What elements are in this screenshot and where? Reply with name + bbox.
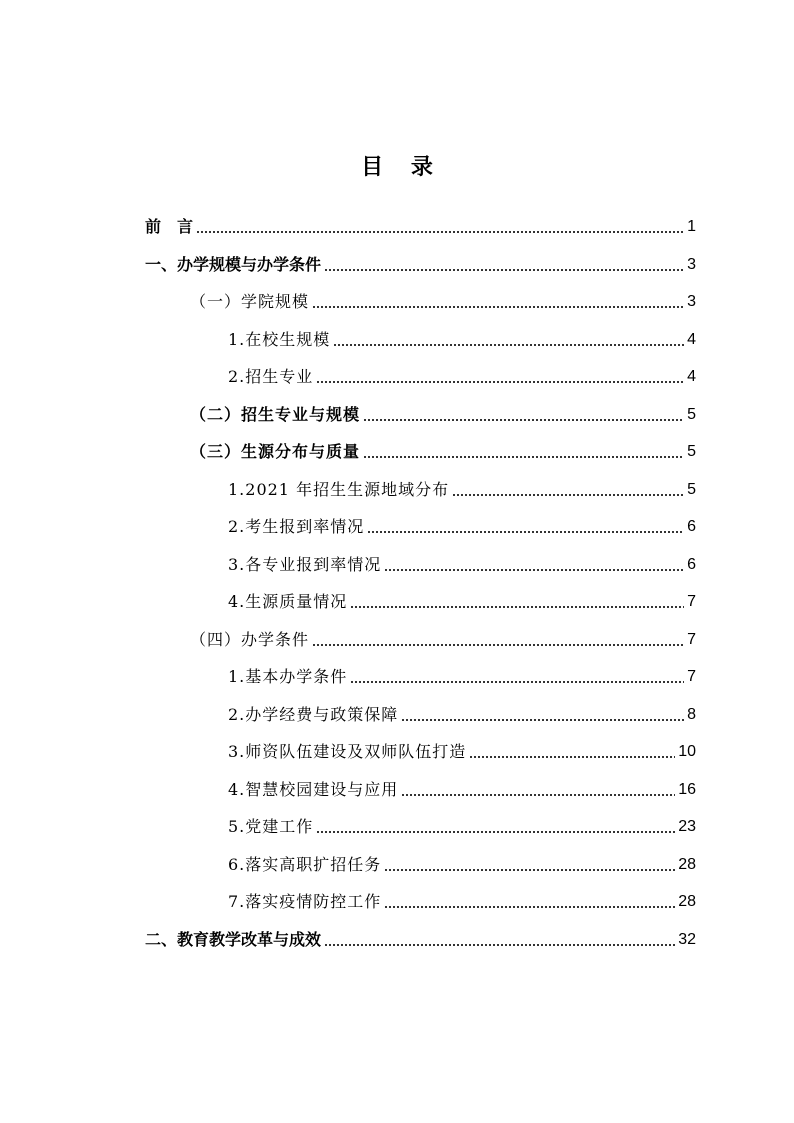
toc-entry-page: 5 [687,480,696,498]
toc-entry-page: 1 [687,218,696,235]
toc-entry-page: 8 [687,705,696,723]
dot-leader [350,606,684,608]
dot-leader [316,831,675,833]
toc-entry-label: 4.智慧校园建设与应用 [228,779,399,799]
toc-entry-label: 1.2021 年招生生源地域分布 [228,479,450,499]
toc-entry-page: 6 [687,555,696,573]
toc-entry-label: 二、教育教学改革与成效 [145,929,322,949]
toc-entry-label: 前 言 [145,217,194,236]
toc-entry[interactable] [190,439,696,465]
toc-entry-label: （四）办学条件 [190,629,310,649]
dot-leader [324,269,684,271]
toc-entry-page: 6 [687,518,696,535]
toc-entry[interactable] [228,514,696,540]
toc-entry[interactable] [228,852,696,878]
dot-leader [452,494,684,496]
toc-entry[interactable] [145,252,696,278]
toc-entry-page: 28 [678,855,696,873]
dot-leader [367,531,684,533]
toc-entry-page: 3 [687,255,696,273]
dot-leader [384,906,675,908]
toc-entry-page: 5 [687,405,696,423]
dot-leader [312,644,684,646]
dot-leader [312,306,684,308]
toc-entry-label: 2.招生专业 [228,367,314,386]
toc-entry-page: 7 [687,630,696,648]
toc-title: 目 录 [361,155,443,180]
toc-entry-page: 32 [678,930,696,948]
toc-entry[interactable] [228,552,696,578]
toc-entry-page: 7 [687,668,696,685]
toc-entry-page: 28 [678,893,696,910]
toc-entry-label: 3.各专业报到率情况 [228,554,382,574]
dot-leader [401,794,675,796]
dot-leader [333,344,684,346]
toc-entry[interactable] [190,289,696,315]
toc-entry-page: 3 [687,293,696,310]
toc-entry-label: （二）招生专业与规模 [190,404,361,424]
toc-entry[interactable] [145,214,696,240]
toc-entry-page: 23 [678,818,696,835]
toc-entry[interactable] [145,927,696,953]
toc-entry-label: 3.师资队伍建设及双师队伍打造 [228,742,467,761]
toc-entry[interactable] [228,364,696,390]
toc-entry-label: （一）学院规模 [190,292,310,311]
toc-entry[interactable] [228,327,696,353]
dot-leader [384,869,675,871]
toc-entry[interactable] [228,739,696,765]
dot-leader [196,231,684,233]
toc-entry[interactable] [228,589,696,615]
toc-entry[interactable] [228,889,696,915]
dot-leader [363,419,684,421]
toc-entry-page: 16 [678,780,696,798]
dot-leader [469,756,675,758]
dot-leader [316,381,684,383]
toc-entry[interactable] [190,627,696,653]
toc-entry-label: 2.办学经费与政策保障 [228,704,399,724]
toc-entry-label: 6.落实高职扩招任务 [228,854,382,874]
toc-entry[interactable] [228,777,696,803]
toc-entry-page: 7 [687,593,696,610]
dot-leader [324,944,675,946]
toc-entry[interactable] [228,702,696,728]
toc-entry[interactable] [190,402,696,428]
toc-entry-label: 一、办学规模与办学条件 [145,254,322,274]
toc-entry-label: 1.基本办学条件 [228,667,348,686]
dot-leader [363,456,684,458]
toc-entry-label: 4.生源质量情况 [228,592,348,611]
dot-leader [401,719,684,721]
toc-entry-page: 10 [678,743,696,760]
toc-entry[interactable] [228,664,696,690]
toc-entry-label: 7.落实疫情防控工作 [228,892,382,911]
dot-leader [350,681,684,683]
toc-entry-page: 5 [687,443,696,460]
toc-entry-label: 1.在校生规模 [228,329,331,349]
toc-entry-label: （三）生源分布与质量 [190,442,361,461]
toc-entry-label: 2.考生报到率情况 [228,517,365,536]
toc-entry-page: 4 [687,368,696,385]
toc-entry[interactable] [228,814,696,840]
dot-leader [384,569,684,571]
toc-entry-page: 4 [687,330,696,348]
toc-entry[interactable] [228,477,696,503]
toc-entry-label: 5.党建工作 [228,817,314,836]
